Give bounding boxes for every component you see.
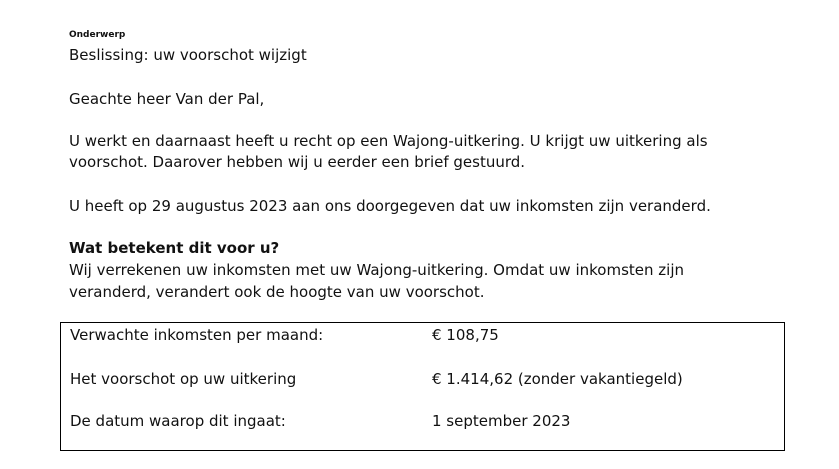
row-expected-income (70, 324, 499, 346)
paragraph-3-line-2: veranderd, verandert ook de hoogte van uw voorschot. (69, 283, 485, 301)
row-label: Het voorschot op uw uitkering (70, 370, 297, 388)
paragraph-3-line-1: Wij verrekenen uw inkomsten met uw Wajong-uitkering. Omdat uw inkomsten zijn (69, 261, 684, 279)
row-value: € 1.414,62 (zonder vakantiegeld) (432, 370, 683, 388)
row-value: € 108,75 (432, 326, 499, 344)
row-label: Verwachte inkomsten per maand: (70, 326, 324, 344)
row-start-date (70, 410, 571, 432)
section-heading: Wat betekent dit voor u? (69, 239, 280, 257)
subject-label: Onderwerp (69, 30, 126, 40)
payment-details-box (60, 322, 785, 451)
salutation: Geachte heer Van der Pal, (69, 90, 265, 108)
paragraph-2: U heeft op 29 augustus 2023 aan ons doorgegeven dat uw inkomsten zijn veranderd. (69, 197, 711, 215)
row-label: De datum waarop dit ingaat: (70, 412, 286, 430)
row-value: 1 september 2023 (432, 412, 571, 430)
paragraph-1-line-1: U werkt en daarnaast heeft u recht op een Wajong-uitkering. U krijgt uw uitkering als (69, 132, 708, 150)
paragraph-1-line-2: voorschot. Daarover hebben wij u eerder een brief gestuurd. (69, 153, 526, 171)
subject-text: Beslissing: uw voorschot wijzigt (69, 46, 307, 64)
row-advance-amount (70, 368, 683, 390)
